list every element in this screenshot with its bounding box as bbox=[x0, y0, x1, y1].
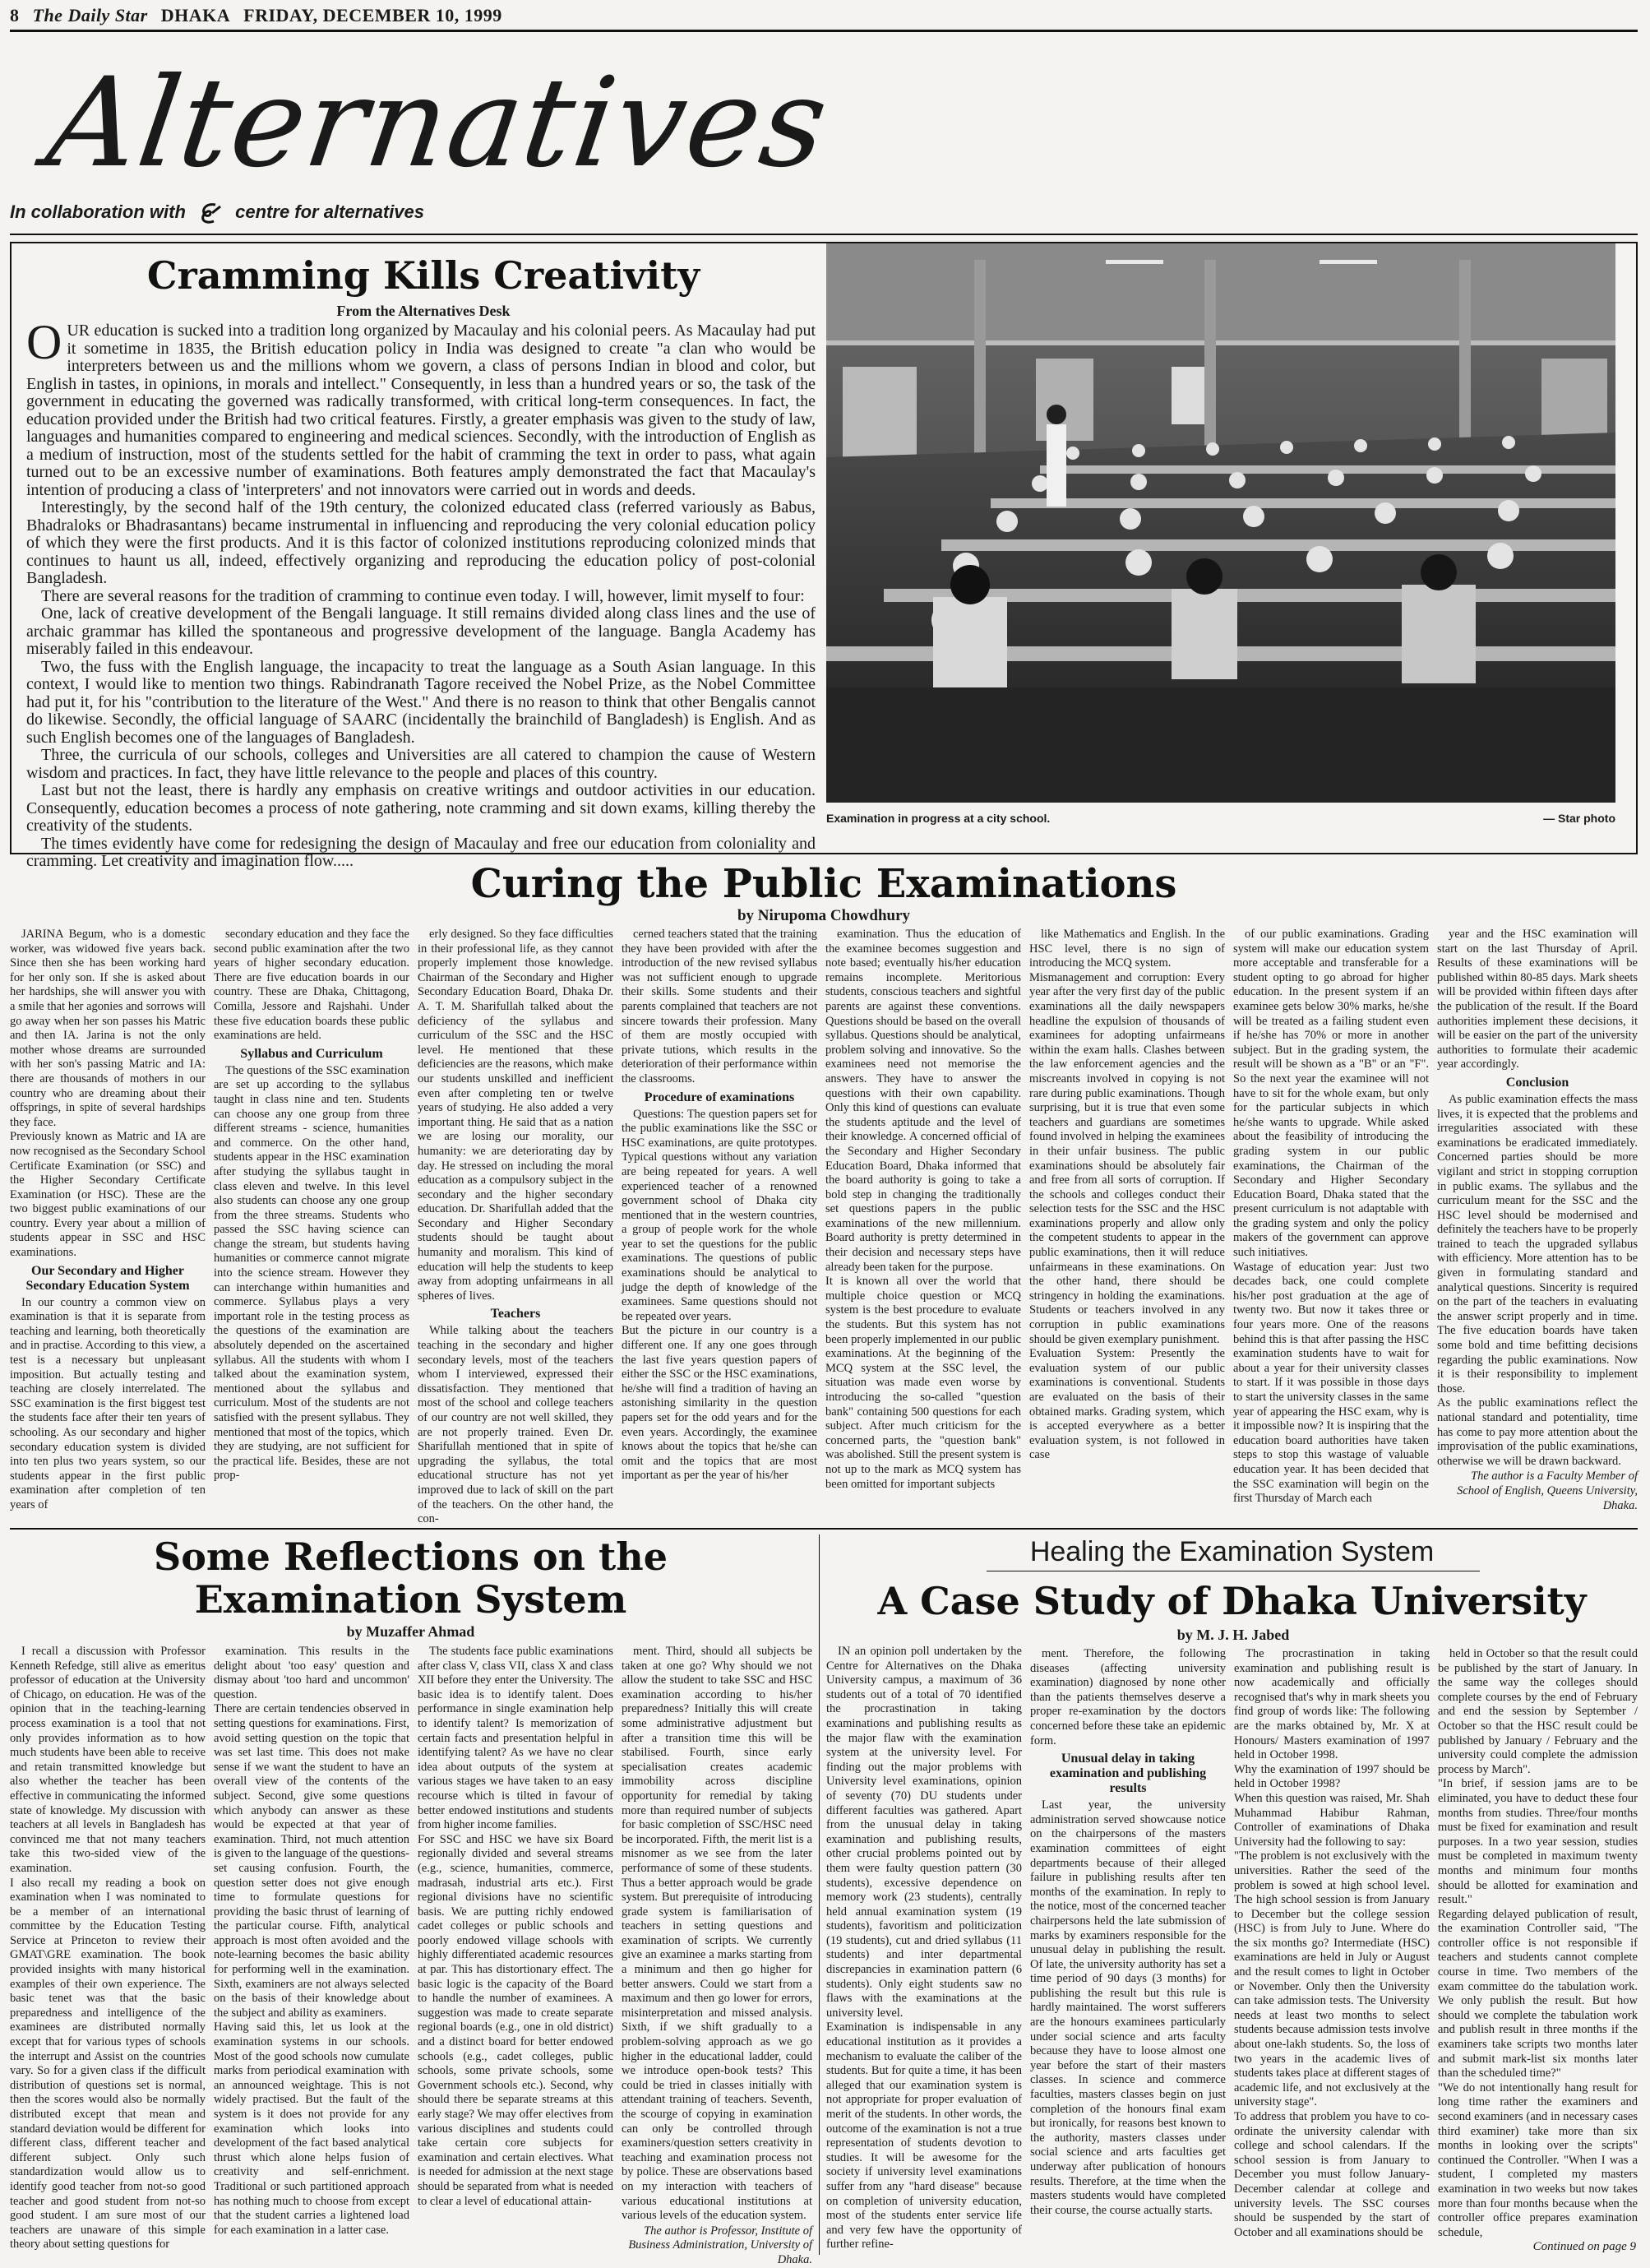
curing-column-3 bbox=[418, 928, 613, 1526]
column-divider bbox=[819, 1534, 820, 2255]
case-study-kicker: Healing the Examination System bbox=[1029, 1536, 1435, 1567]
lead-paragraph-3: There are several reasons for the tradition of cramming to continue even today. I will, however, limit myself to four: bbox=[41, 586, 805, 605]
section-rule bbox=[10, 234, 1638, 235]
collab-line bbox=[10, 201, 750, 229]
lead-desk: From the Alternatives Desk bbox=[336, 303, 511, 319]
curing-column-2 bbox=[214, 928, 409, 1522]
curing-column-5 bbox=[825, 928, 1021, 1522]
lead-body bbox=[26, 315, 816, 870]
lead-paragraph-2: Interestingly, by the second half of the 19th century, the colonized educated class (referred variously as Babus, Bhadraloks or Bhadrasantans) became instrumental in influencing and reproducing the very colonial education policy of which they were the first products. And it is this factor of colonized institutions reproducing colonized minds that continues to haunt us all, indeed, effectively organizing and reproducing the education policy of post-colonial Bangladesh. bbox=[26, 498, 816, 587]
curing-column-4 bbox=[622, 928, 817, 1522]
case-study-column-4 bbox=[1438, 1647, 1638, 2239]
continued-note: Continued on page 9 bbox=[1532, 2240, 1636, 2253]
curing-col1b-text: In our country a common view on examination is that it is separate from teaching and learning, both theoretically and in practise. According to this view, a test is a necessary but unpleasant imposition. But actually testing and teaching are closely interrelated. The SSC examination is the first biggest test the students face after their ten years of schooling. As our secondary and higher secondary education system is divided into ten plus two years system, so our students appear in the first public examination after completion of ten years of bbox=[10, 1295, 206, 1511]
page-number: 8 bbox=[10, 5, 20, 25]
case-study-byline: by M. J. H. Jabed bbox=[1176, 1627, 1290, 1643]
curing-col2-text: secondary education and they face the second public examination after the two years of higher secondary education. There are five education boards in our country. These are Dhaka, Chittagong, Comilla, Jessore and Rajshahi. Under these five education boards these public examinations are held. bbox=[214, 928, 409, 1043]
curing-col6-text: like Mathematics and English. In the HSC level, there is no sign of introducing the MCQ system. Mismanagement and corruption: Every year after the very first day of the public examinations all the daily newspapers headline the expulsion of thousands of examinees for adopting unfairmeans within the exam halls. Clashes between the law enforcement agencies and the miscreants involved in copying is not rare during public examinations. Though surprising, but it is true that even some teachers and guardians are sometimes found involved in helping the examinees in their unfair business. The public examinations should be absolutely fair and free from all sorts of corruption. If the schools and colleges conduct their selection tests for the SSC and the HSC examinations properly and allow only the competent students to appear in the public examinations, then it will reduce unfairmeans in these examinations. On the other hand, there should be stringency in holding the examinations. Students or teachers involved in any corruption in public examinations should be given exemplary punishment. Evaluation System: Presently the evaluation system of our public examinations is conventional. Students are evaluated on the basis of their obtained marks. Grading system, which is accepted everywhere as a better evaluation system, is not followed in case bbox=[1029, 928, 1225, 1462]
case-study-col2b-text: Last year, the university administration served showcause notice on the chairpersons of the masters examination committees of eight departments because of their alleged failure in publishing results after ten months of the examination. In reply to the notice, most of the concerned teacher chairpersons held the late submission of marks by examiners responsible for the unusual delay in publishing the result. Of late, the university authority has set a time period of 90 days (3 months) for publishing the result but this rule is hardly maintained. The worst sufferers are the honours examinees particularly under social science and arts faculty because they have to loose almost one year before the start of their masters classes. In science and commerce faculties, masters classes begin on just completion of the honours final exam but ironically, for reasons best known to the authority, masters classes under social science and arts faculties get underway after publication of honours results. Therefore, at the time when the masters students would have completed their course, the course actually starts. bbox=[1030, 1798, 1226, 2217]
city: DHAKA bbox=[160, 5, 231, 25]
curing-column-7 bbox=[1233, 928, 1429, 1522]
curing-subhead-education-system: Our Secondary and Higher Secondary Education System bbox=[25, 1263, 190, 1293]
reflections-column-2 bbox=[214, 1645, 409, 2253]
reflections-col2-text: examination. This results in the delight about 'too easy' question and dismay about 'too hard and uncommon' question. There are certain tendencies observed in setting questions for examinations. First, avoid setting question on the topic that was set last time. This does not make sense if we want the student to have an overall view of the contents of the subject. Second, give some questions which anybody can answer as these would be expected at that year of examination. Third, not much attention is given to the language of the questions-set causing confusion. Fourth, the question setter does not give enough time to formulate questions for providing the basic thrust of learning of the particular course. Fifth, analytical approach is most often avoided and the note-learning becomes the basic ability for performing well in the examination. Sixth, examiners are not always selected on the basis of their knowledge about the subject and ability as examiners. Having said this, let us look at the examination systems in our schools. Most of the good schools now cumulate marks from periodical examination with an announced weightage. This is not widely practised. But the fault of the system is it does not provide for any examination which looks into development of the fact based analytical thrust which alone helps fusion of creativity and self-enrichment. Traditional or such partitioned approach has nothing much to choose from except that the student carries a lightened load for each examination in a latter case. bbox=[214, 1645, 409, 2237]
curing-subhead-conclusion: Conclusion bbox=[1505, 1075, 1569, 1090]
reflections-headline-line-1: Some Reflections on the bbox=[154, 1534, 668, 1579]
curing-col4-text: cerned teachers stated that the training they have been provided with after the introduction of the new revised syllabus was not sufficient enough to upgrade their skills. Some students and their parents complained that teachers are not sincere towards their profession. Many of them are mostly occupied with private tutions, which results in the deterioration of their performance within the classrooms. bbox=[622, 928, 817, 1085]
case-study-col2-text: ment. Therefore, the following diseases (affecting university examination) diagnosed by none other than the patients themselves deserve a proper re-examination by the doctors concerned before these take an epidemic form. bbox=[1030, 1647, 1226, 1747]
curing-subhead-syllabus: Syllabus and Curriculum bbox=[240, 1046, 383, 1061]
case-study-col3-text: The procrastination in taking examination and publishing result is now academically and officially recognised that's why in mark sheets you find group of words like: The following are the marks obtained by, Mr. X at Honours/ Masters examination of 1997 held in October 1998. Why the examination of 1997 should be held in October 1998? When this question was raised, Mr. Shah Muhammad Habibur Rahman, Controller of examinations of Dhaka University had the following to say: "The problem is not exclusively with the universities. Rather the seed of the problem is sowed at high school level. The high school session is from January to December but the college session (HSC) is from July to June. Where do the six months go? Intermediate (HSC) examinations are held in July or August and the result comes to light in October or November. Only then the University can take admission tests. The University needs at least two months to select students because admission tests involve about one-lakh students. So, the loss of two years in the academic lives of students takes place at different stages of academic life, and not exclusively at the university stage". To address that problem you have to co-ordinate the university calendar with college and school calendars. If the school session is from January to December you must follow January-December calendar at college and university levels. The SSC courses should be suspended by the start of October and all examinations should be bbox=[1234, 1647, 1430, 2239]
case-study-col1-text: IN an opinion poll undertaken by the Centre for Alternatives on the Dhaka University campus, a maximum of 36 students out of a total of 70 identified the procrastination in taking examinations and publishing results as the major flaw with the examination system at the university level. For finding out the major problems with University level examinations, opinion of seventy (70) DU students under different faculties was gathered. Apart from the unusual delay in taking examination and publishing results, other crucial problems pointed out by them were faulty question pattern (30 students), excessive dependence on memory work (23 students), centrally held annual examination system (19 students), favoritism and politicization (19 students), cut and dried syllabus (11 students) and inter departmental discrepancies in examination pattern (6 students). Only eight students saw no flaws with the examinations at the university level. Examination is indispensable in any educational institution as it provides a mechanism to evaluate the caliber of the students. But for quite a time, it has been alleged that our examination system is not appropriate for proper evaluation of merit of the students. In other words, the outcome of the examination is not a true representation of students devotion to studies. It will be awesome for the society if university level examinations suffer from any "hard disease" because on completion of university education, most of the students enter service life and very few have the opportunity of further refine- bbox=[826, 1645, 1022, 2252]
curing-col4b-text: Questions: The question papers set for the public examinations like the SSC or HSC examinations, are quite prototypes. Typical questions without any variation are being repeated for years. A well experienced teacher of a renowned government school of Dhaka city mentioned that in the western countries, a group of people work for the whole year to set the questions for the public examinations. The questions of public examinations should be analytical to judge the depth of knowledge of the examinees. Same questions should not be repeated over years. But the picture in our country is a different one. If any one goes through the last five years question papers of either the SSC or the HSC examinations, he/she will find a tradition of having an astonishing similarity in the question papers set for the odd years and for the even years. Accordingly, the examinee knows about the topics that he/she can omit and the topics that are most important as per the year of his/her bbox=[622, 1107, 817, 1483]
reflections-author-note: The author is Professor, Institute of Business Administration, University of Dhaka. bbox=[628, 2224, 812, 2266]
curing-subhead-procedure: Procedure of examinations bbox=[644, 1090, 795, 1104]
curing-column-8 bbox=[1437, 928, 1638, 1522]
curing-byline: by Nirupoma Chowdhury bbox=[737, 907, 911, 924]
reflections-column-3 bbox=[418, 1645, 613, 2253]
lead-paragraph-4: One, lack of creative development of the Bengali language. It still remains divided along class lines and the use of archaic grammar has killed the spontaneous and progressive development of the language. Bangla Academy has miserably failed in this endeavour. bbox=[26, 604, 816, 658]
reflections-column-4 bbox=[622, 1645, 812, 2266]
curing-col3b-text: While talking about the teachers teaching in the secondary and higher secondary levels, most of the teachers whom I interviewed, expressed their dissatisfaction. They mentioned that most of the school and college teachers of our country are not well skilled, they are not properly trained. Even Dr. Sharifullah mentioned that in spite of upgrading the syllabus, the total educational structure has not yet improved due to lack of skill on the part of the teachers. On the other hand, the con- bbox=[418, 1324, 613, 1526]
reflections-col1-text: I recall a discussion with Professor Kenneth Refedge, still alive as emeritus professor of education at the University of Chicago, on education. He was of the opinion that in the teaching-learning process examination is a tool that not only provides information as to how much students have been able to receive and retain transmitted knowledge but also whether the teacher has been effective in communicating the informed state of knowledge. My discussion with teachers at all levels in Bangladesh has convinced me that not many teachers take this two-sided view of the examination. I also recall my reading a book on examination when I was nominated to be a member of an international committee by the Education Testing Service at Princeton to review their GMAT\GRE examination. The book provided insights with many historical examples of their own experience. The basic tenet was that the basic preparedness and intelligence of the examinees are distributed normally except that for various types of schools the interrupt and Assist on the countries vary. So for a given class if the difficult distribution of questions set is normal, then the scores would also be normally distributed except that mean and standard deviation would be different for different class, different teacher and different subject. Only such standardization would allow us to identify good teacher from not-so good teacher and good student from not-so good student. I am sure most of our teachers are unaware of this simple theory about setting questions for bbox=[10, 1645, 206, 2252]
curing-col8-text: year and the HSC examination will start on the last Thursday of April. Results of these examinations will be published within 80-85 days. Mark sheets will be provided within fifteen days after the publication of the result. If the Board authorities implement these decisions, it will be easier on the part of the university authorities to formulate their academic year accordingly. bbox=[1437, 928, 1638, 1072]
photo-caption: Examination in progress at a city school. bbox=[826, 812, 1051, 825]
newspaper-name: The Daily Star bbox=[32, 5, 148, 25]
case-study-headline: A Case Study of Dhaka University bbox=[877, 1579, 1587, 1623]
curing-col3-text: erly designed. So they face difficulties in their professional life, as they cannot properly implement those knowledge. Chairman of the Secondary and Higher Secondary Education Board, Dhaka Dr. A. T. M. Sharifullah talked about the deficiency of the syllabus and curriculum of the SSC and the HSC level. He mentioned that these deficiencies are the reasons, which make our students unskilled and inefficient even after completing ten or twelve years of studying. He also added a very important thing. He said that as a nation we are losing our morality, our humanity: we are deteriorating day by day. He stressed on including the moral education as a compulsory subject in the secondary and the higher secondary education. Dr. Sharifullah added that the Secondary and Higher Secondary students should be taught about humanity and moralism. This kind of education will help the students to keep away from adopting unfairmeans in all spheres of lives. bbox=[418, 928, 613, 1303]
curing-col1-text: JARINA Begum, who is a domestic worker, was widowed five years back. Since then she has been working hard for her only son. If she is asked about her hardships, she will answer you with a smile that her agonies and sorrows will go away when her son passes his Matric and then IA. Jarina is not the only mother whose dreams are surrounded with her son's passing Matric and IA: there are thousands of mothers in our country who are dreaming about their offsprings, in spite of several hardships they face. Previously known as Matric and IA are now recognised as the Secondary School Certificate Examination (or SSC) and the Higher Secondary Certificate Examination (or HSC). These are the two biggest public examinations of our country. Every year about a million of students appear in SSC and HSC examinations. bbox=[10, 928, 206, 1260]
lead-paragraph-6: Three, the curricula of our schools, colleges and Universities are all catered to champion the cause of Western wisdom and practices. In fact, they have little relevance to the people and places of this country. bbox=[26, 746, 816, 782]
exam-hall-photo bbox=[826, 243, 1615, 803]
collab-prefix: In collaboration with bbox=[10, 201, 186, 222]
curing-column-1 bbox=[10, 928, 206, 1522]
curing-subhead-teachers: Teachers bbox=[490, 1307, 541, 1321]
lead-paragraph-1: UR education is sucked into a tradition long organized by Macaulay and his colonial peers. As Macaulay had put it sometime in 1835, the British education policy in India was designed to create "a clan who would be interpreters between us and the millions whom we govern, a class of persons Indian in blood and color, but English in tastes, in opinions, in morals and intellect." Consequently, in less than a hundred years or so, the task of the government in educating the governed was radically transformed, with critical long-term consequences. In fact, the education provided under the British had two critical features. Firstly, a greater emphasis was given to the study of law, languages and humanities compared to engineering and medical sciences. Secondly, with the introduction of English as a medium of instruction, most of the students settled for the habit of cramming the text in order to pass, what again turned out to be an excessive number of examinations. Both features amply demonstrated the fact that Macaulay's intention of producing a class of 'interpreters' and not innovators were carried out in words and deeds. bbox=[26, 322, 816, 499]
case-study-subhead-delay: Unusual delay in taking examination and publishing results bbox=[1049, 1752, 1207, 1796]
mid-rule bbox=[10, 1528, 1638, 1530]
masthead bbox=[10, 5, 1638, 26]
curing-col5-text: examination. Thus the education of the examinee becomes suggestion and note based; eventually his/her education remains incomplete. Meritorious students, conscious teachers and sightful parents are against these conventions. Questions should be based on the overall syllabus. Questions should be analytical, problem solving and innovative. So the examinees need not memorise the answers. They have to answer the questions with their own capability. Only this kind of questions can evaluate the students aptitude and the level of their knowledge. A concerned official of the Secondary and Higher Secondary Education Board, Dhaka informed that the board authority is going to take a bold step in changing the traditionally set questions papers in the public examinations of the new millennium. Board authority is pretty determined in their decision and necessary steps have already been taken for the purpose. It is known all over the world that multiple choice question or MCQ system is the best procedure to evaluate the students. But this system has not been properly implemented in our public examinations. At the beginning of the MCQ system at the SSC level, the situation was made even worse by introducing the so-called "question bank" containing 500 questions for each subject. After much criticism for the concerned parts, the "question bank" was abolished. Still the present system is not up to the mark as MCQ system has been omitted for important subjects bbox=[825, 928, 1021, 1491]
lead-paragraph-5: Two, the fuss with the English language, the incapacity to treat the language as a South Asian language. In this context, I would like to mention two things. Rabindranath Tagore received the Nobel Prize, as the Nobel Committee had put it, for his "contribution to the literature of the West." And there is no reason to think that other Bengalis cannot do likewise. Secondly, the official language of SAARC (incidentally the brainchild of Bangladesh) is English. And as such English becomes one of the languages of Bangladesh. bbox=[26, 657, 816, 747]
curing-col7-text: of our public examinations. Grading system will make our education system more acceptable and transferable for a student opting to go abroad for higher education. In the present system if an examinee gets below 30% marks, he/she will be treated as a failing student even if he/she has 70% or more in another subject. But in the grading system, the result will be shown as a "B" or an "F". So the next year the examinee will not have to sit for the whole exam, but only for the particular subjects in which he/she wants to upgrade. While asked about the feasibility of introducing the grading system in our public examinations, the Chairman of the Secondary and Higher Secondary Education Board, Dhaka stated that the present curriculum is not adaptable with the grading system and only the policy makers of the government can approve such initiatives. Wastage of education year: Just two decades back, one could complete his/her post graduation at the age of twenty two. But now it takes three or four years more. One of the reasons behind this is that after passing the HSC examination students have to wait for about a year for their university classes to start. If it was possible in those days to start the university classes in the same year of appearing the HSC exam, why is it impossible now? It is inspiring that the education board authorities have taken steps to stop this wastage of valuable education year. It has been decided that the SSC examination will begin on the first Thursday of March each bbox=[1233, 928, 1429, 1506]
reflections-col3-text: The students face public examinations after class V, class VII, class X and class XII before they enter the University. The basic idea is to identify talent. Does performance in single examination help to identify talent? Is memorization of certain facts and presentation helpful in identifying talent? As we have no clear idea about outputs of the system at various stages we have taken to an easy recourse which is tilted in favour of better endowed institutions and students from higher income families. For SSC and HSC we have six Board regionally divided and several streams (e.g., science, humanities, commerce, madrasah, industrial arts etc.). First regional divisions have no scientific basis. We are putting richly endowed cadet colleges or public schools and poorly endowed village schools with highly differentiated academic resources at par. This has distortionary effect. The basic logic is the capacity of the Board to handle the number of examinees. A suggestion was made to create separate regional boards (e.g., one in old district) and a distinct board for better endowed schools (e.g., cadet colleges, public schools, some private schools, some Government schools etc.). Second, why should there be separate streams at this early stage? We may offer electives from various disciplines and students could take certain core subjects for examination and certain electives. What is needed for admission at the next stage should be separated from what is needed to clear a level of educational attain- bbox=[418, 1645, 613, 2208]
case-study-column-1 bbox=[826, 1595, 1022, 2253]
lead-paragraph-8: The times evidently have come for redesigning the design of Macaulay and free our education from coloniality and cramming. Let creativity and imagination flow..... bbox=[26, 834, 816, 870]
reflections-byline: by Muzaffer Ahmad bbox=[346, 1623, 475, 1640]
top-rule bbox=[10, 30, 1638, 32]
reflections-headline-line-2: Examination System bbox=[194, 1577, 627, 1622]
curing-column-6 bbox=[1029, 928, 1225, 1522]
case-study-col4-text: held in October so that the result could be published by the start of January. In the same way the colleges should complete courses by the end of February and end the session by September / October so that the HSC result could be published by January / February and the university could complete the admission process by March". "In brief, if session jams are to be eliminated, you have to deduct these four months from studies. Three/four months must be fixed for examination and result purposes. In a two year session, studies must be completed in maximum twenty months and minimum four months should be allotted for examination and result." Regarding delayed publication of result, the examination Controller said, "The controller office is not responsible if teachers and students cannot complete course in time. Two members of the exam committee do the tabulation work. We only publish the result. But how should we complete the tabulation work and publish result in three months if the examiners take scripts two months later and submit mark-list six months later than the scheduled time?" "We do not intentionally hang result for long time rather the examiners and second examiners (and in necessary cases third examiner) take more than six months in looking over the scripts" continued the Controller. "When I was a student, I completed my masters examination in two weeks but now takes more than four months because when the controller office prepares examination schedule, bbox=[1438, 1647, 1638, 2239]
case-study-column-3 bbox=[1234, 1647, 1430, 2253]
collab-partner: centre for alternatives bbox=[235, 201, 425, 222]
curing-headline: Curing the Public Examinations bbox=[470, 861, 1177, 907]
curing-author-note: The author is a Faculty Member of School of English, Queens University, Dhaka. bbox=[1457, 1470, 1638, 1512]
reflections-col4-text: ment. Third, should all subjects be taken at one go? Why should we not allow the student to take SSC and HSC examination according to his/her preparedness? Initially this will create some administrative adjustment but after a transition time this will be stabilised. Fourth, since early specialisation creates academic immobility across discipline opportunity for remedial by taking more than required number of subjects for basic completion of SSC/HSC need be incorporated. Fifth, the merit list is a misnomer as we see from the later performance of some of these students. Thus a better approach would be grade system. But prerequisite of introducing grade system is familiarisation of teachers in setting questions and examination of scripts. We currently give an examinee a marks starting from a minimum and then go higher for better answers. Could we start from a maximum and then go lower for errors, misinterpretation and missed analysis. Sixth, if we shift gradually to a problem-solving approach as we go higher in the educational ladder, could we introduce open-book tests? This could be tried in classes initially with attendant training of teachers. Seventh, the scourge of copying in examination can only be controlled through examiners/question setters creativity in teaching and examination process not by police. These are observations based on my interaction with teachers of various educational institutions at various levels of the education system. bbox=[622, 1645, 812, 2223]
lead-headline: Cramming Kills Creativity bbox=[146, 253, 700, 298]
lead-dropcap: O bbox=[26, 315, 62, 369]
photo-credit: — Star photo bbox=[1543, 812, 1615, 825]
exam-hall-photo-illustration bbox=[826, 243, 1615, 803]
section-title: Alternatives bbox=[39, 52, 838, 195]
curing-col2b-text: The questions of the SSC examination are set up according to the syllabus taught in class nine and ten. Students can choose any one group from three different streams - science, humanities and commerce. On the other hand, students appear in the HSC examination after studying the syllabus taught in class eleven and twelve. In this level also students can choose any one group from the three streams. Students who passed the SSC having science can change the stream, but students having humanities or commerce cannot migrate into the science stream. However they can interchange within humanities and commerce. Syllabus plays a very important role in the testing process as the questions of the examination are absolutely depended on the ascertained syllabus. All the students with whom I talked about the examination system, mentioned about the syllabus and curriculum. Most of the students are not satisfied with the present syllabus. They mentioned that most of the topics, which they are studying, are not sufficient for the practical life. Besides, these are not prop- bbox=[214, 1063, 409, 1483]
curing-col8b-text: As public examination effects the mass lives, it is expected that the problems and irregularities associated with these examinations be eradicated immediately. Concerned parties should be more vigilant and strict in stopping corruption in public exams. The syllabus and the curriculum meant for the SSC and the HSC level should be modernised and definitely the teachers have to be properly trained to teach the upgraded syllabus with efficiency. More attention has to be given in formulating standard and analytical questions. Sincerity is required on the part of the teachers in evaluating the answer script properly and in time. The five education boards have taken some bold and time befitting decisions regarding the public examinations. Now it is their responsibility to implement those. As the public examinations reflect the national standard and potentiality, time has come to pay more attention about the improvisation of the public examinations, otherwise we will be drawn backward. bbox=[1437, 1092, 1638, 1468]
case-study-column-2 bbox=[1030, 1647, 1226, 2253]
reflections-column-1 bbox=[10, 1645, 206, 2253]
lead-paragraph-7: Last but not the least, there is hardly any emphasis on creative writings and outdoor activities in our education. Consequently, education becomes a process of note gathering, note cramming and sit down exams, killing thereby the creativity of the students. bbox=[26, 781, 816, 835]
date: FRIDAY, DECEMBER 10, 1999 bbox=[243, 5, 502, 25]
centre-logo-icon bbox=[197, 201, 224, 224]
